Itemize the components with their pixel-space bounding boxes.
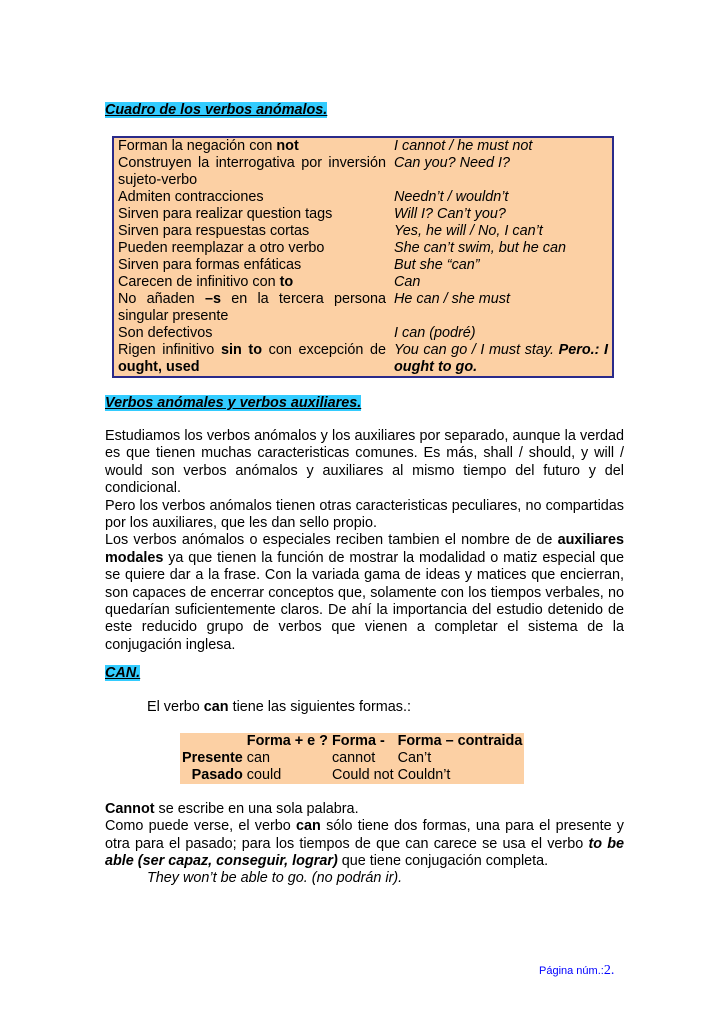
example-text: You can go / I must stay.: [394, 342, 559, 358]
form-cell: could: [246, 767, 282, 783]
example-text: Can: [394, 274, 421, 290]
feature-cell: [113, 223, 390, 240]
example-text: Needn’t / wouldn’t: [394, 189, 509, 205]
example-text: I can (podré): [394, 325, 476, 341]
feature-cell: [113, 155, 390, 189]
form-cell: Could not: [331, 767, 394, 783]
feature-cell: [113, 274, 390, 291]
paragraph-text: Los verbos anómalos o especiales reciben tambien el nombre de de: [105, 532, 558, 549]
example-cell: [390, 206, 613, 223]
intro-text: can: [203, 699, 229, 715]
feature-text: Forman la negación con: [118, 138, 277, 154]
example-cell: [390, 291, 613, 325]
table-row: [113, 189, 613, 206]
table-row: [113, 291, 613, 325]
feature-cell: [113, 325, 390, 342]
example-text: Yes, he will / No, I can’t: [394, 223, 543, 239]
page-number: 2.: [603, 963, 615, 978]
feature-cell: [113, 137, 390, 155]
table-row: [113, 223, 613, 240]
feature-text: Sirven para realizar question tags: [118, 206, 333, 222]
feature-cell: [113, 342, 390, 377]
intro-text: tiene las siguientes formas.:: [228, 699, 411, 715]
example-text: Pero.: I ought to go.: [394, 342, 608, 375]
example-text: But she “can”: [394, 257, 480, 273]
feature-text: ought, used: [118, 359, 200, 375]
paragraph-text: Como puede verse, el verbo: [105, 818, 297, 835]
paragraph: [105, 428, 624, 498]
form-cell: cannot: [331, 750, 376, 766]
feature-text: Admiten contracciones: [118, 189, 264, 205]
table-row: [113, 325, 613, 342]
example-text: He can / she must: [394, 291, 510, 307]
feature-text: Sirven para formas enfáticas: [118, 257, 302, 273]
can-explanation: [105, 801, 624, 871]
forms-row: [180, 767, 524, 784]
feature-text: con excepción de: [261, 342, 386, 358]
form-cell: can: [246, 750, 270, 766]
form-cell: Can’t: [397, 750, 432, 766]
paragraph: [105, 818, 624, 870]
paragraph-text: sólo tiene dos formas, una para el presente y otra para el pasado; para los tiempos de que can carece se usa el verbo: [105, 818, 625, 852]
paragraph: [105, 498, 624, 533]
table-row: [113, 206, 613, 223]
example-cell: [390, 274, 613, 291]
example-cell: [390, 137, 613, 155]
feature-text: Pueden reemplazar a otro verbo: [118, 240, 325, 256]
feature-cell: [113, 240, 390, 257]
forms-row: [180, 750, 524, 767]
table-row: [113, 274, 613, 291]
feature-text: –s: [204, 291, 221, 307]
anomalous-verbs-table: [112, 136, 614, 378]
table-row: [113, 240, 613, 257]
feature-text: Rigen infinitivo: [118, 342, 221, 358]
heading-can: CAN.: [105, 665, 141, 681]
tense-label: Pasado: [191, 767, 243, 783]
paragraph-text: auxiliares modales: [105, 532, 624, 566]
example-text: Will I? Can’t you?: [394, 206, 506, 222]
heading-anomalos-auxiliares: Verbos anómales y verbos auxiliares.: [105, 395, 362, 411]
feature-cell: [113, 206, 390, 223]
example-cell: [390, 223, 613, 240]
intro-paragraph: [105, 428, 624, 654]
paragraph-text: to be able (ser capaz, conseguir, lograr): [105, 835, 625, 870]
example-cell: [390, 342, 613, 377]
feature-cell: [113, 257, 390, 274]
paragraph-text: que tiene conjugación completa.: [337, 853, 549, 870]
paragraph-text: can: [296, 818, 321, 835]
can-intro-line: [147, 699, 411, 716]
forms-header-row: [180, 733, 524, 750]
table-row: [113, 257, 613, 274]
forms-header-cell: Forma -: [331, 733, 385, 749]
paragraph-text: se escribe en una sola palabra.: [154, 801, 359, 817]
example-cell: [390, 155, 613, 189]
feature-text: Carecen de infinitivo con: [118, 274, 280, 290]
heading-verbos-anomalos: Cuadro de los verbos anómalos.: [105, 102, 328, 118]
paragraph-text: ya que tienen la función de mostrar la modalidad o matiz especial que se quiere dar a la frase. Con la variada gama de ideas y matices que encierran, son capaces de encerrar conceptos que, solamente con los tiempos verbales, no quedarían suficientemente claros. De ahí la importancia del estudio detenido de este reducido grupo de verbos que vienen a completar el sistema de la conjugación inglesa.: [105, 549, 624, 653]
form-cell: Couldn’t: [397, 767, 451, 783]
feature-text: Son defectivos: [118, 325, 213, 341]
example-cell: [390, 189, 613, 206]
example-text: She can’t swim, but he can: [394, 240, 566, 256]
example-cell: [390, 325, 613, 342]
paragraph: [105, 801, 624, 818]
tense-label: Presente: [182, 750, 243, 766]
table-row: [113, 137, 613, 155]
feature-text: sin to: [220, 342, 262, 358]
feature-cell: [113, 189, 390, 206]
feature-cell: [113, 291, 390, 325]
can-forms-table: [180, 733, 524, 784]
page-label: Página núm.:: [539, 965, 604, 977]
example-sentence: They won’t be able to go. (no podrán ir).: [147, 870, 403, 886]
feature-text: Construyen la interrogativa por inversión sujeto-verbo: [118, 155, 386, 188]
feature-text: No añaden: [118, 291, 205, 307]
paragraph-text: Cannot: [105, 801, 155, 817]
page-footer: [539, 963, 614, 979]
feature-text: Sirven para respuestas cortas: [118, 223, 310, 239]
feature-text: en la tercera persona singular presente: [118, 291, 386, 324]
paragraph-text: Estudiamos los verbos anómalos y los auxiliares por separado, aunque la verdad es que tienen muchas caracteristicas comunes. Es más, shall / should, y will / would son verbos anómalos y auxiliares al mismo tiempo del futuro y del condicional.: [105, 428, 624, 497]
forms-header-cell: Forma – contraida: [397, 733, 523, 749]
example-cell: [390, 240, 613, 257]
forms-header-cell: [180, 733, 245, 750]
feature-text: to: [279, 274, 294, 290]
forms-header-cell: Forma + e ?: [246, 733, 328, 749]
intro-text: El verbo: [147, 699, 204, 715]
example-text: Can you? Need I?: [394, 155, 511, 171]
table-row: [113, 155, 613, 189]
table-row: [113, 342, 613, 377]
paragraph-text: Pero los verbos anómalos tienen otras caracteristicas peculiares, no compartidas por los auxiliares, que les dan sello propio.: [105, 497, 624, 532]
example-cell: [390, 257, 613, 274]
paragraph: [105, 532, 624, 654]
feature-text: not: [276, 138, 299, 154]
example-text: I cannot / he must not: [394, 138, 533, 154]
